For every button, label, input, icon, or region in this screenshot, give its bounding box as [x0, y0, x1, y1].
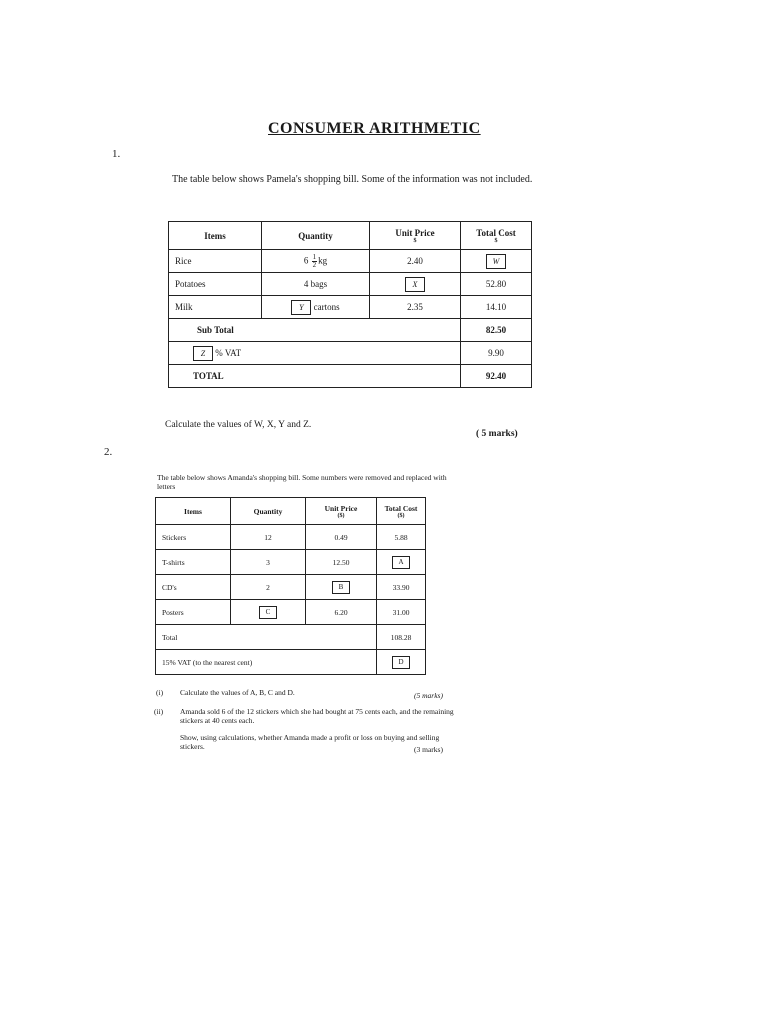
row-total: 52.80 — [461, 273, 532, 296]
pamela-bill-table — [168, 221, 532, 388]
question-1-marks: ( 5 marks) — [476, 429, 518, 439]
row-quantity: 6 $\frac{1}{2}$ kg — [262, 250, 370, 273]
vat-label: 15% VAT (to the nearest cent) — [156, 650, 377, 675]
table-row — [156, 525, 426, 550]
row-item: Potatoes — [169, 273, 262, 296]
row-unit-price: 12.50 — [306, 550, 377, 575]
answer-box-d: D — [392, 656, 410, 669]
row-total: 33.90 — [377, 575, 426, 600]
subtotal-row — [169, 319, 532, 342]
question-2-number: 2. — [104, 446, 113, 458]
table-header-row — [156, 498, 426, 525]
row-quantity: 3 — [231, 550, 306, 575]
answer-box-a: A — [392, 556, 410, 569]
total-value: 92.40 — [461, 365, 532, 388]
row-item: Milk — [169, 296, 262, 319]
row-item: Stickers — [156, 525, 231, 550]
row-item: CD's — [156, 575, 231, 600]
question-1-intro: The table below shows Pamela's shopping bill. Some of the information was not included. — [172, 174, 533, 185]
vat-value: 9.90 — [461, 342, 532, 365]
part-i-marks: (5 marks) — [414, 691, 443, 700]
page-title: CONSUMER ARITHMETIC — [268, 120, 481, 137]
subtotal-value: 82.50 — [461, 319, 532, 342]
part-ii-text: Amanda sold 6 of the 12 stickers which she had bought at 75 cents each, and the remaining stickers at 40 cents each. — [180, 707, 454, 725]
total-label: TOTAL — [169, 365, 461, 388]
row-quantity: Y cartons — [262, 296, 370, 319]
vat-value — [377, 650, 426, 675]
header-items: Items — [169, 222, 262, 250]
row-total: 5.88 — [377, 525, 426, 550]
subtotal-label: Sub Total — [169, 319, 461, 342]
row-item: T-shirts — [156, 550, 231, 575]
answer-box-y: Y — [291, 300, 311, 315]
header-unit-price: Unit Price ($) — [306, 498, 377, 525]
table-row — [156, 575, 426, 600]
table-row — [169, 296, 532, 319]
total-row — [169, 365, 532, 388]
table-header-row — [169, 222, 532, 250]
total-value: 108.28 — [377, 625, 426, 650]
vat-row — [156, 650, 426, 675]
row-unit-price — [370, 273, 461, 296]
table-row — [156, 600, 426, 625]
table-row — [156, 550, 426, 575]
header-quantity: Quantity — [231, 498, 306, 525]
row-total: 31.00 — [377, 600, 426, 625]
header-unit-price: Unit Price $ — [370, 222, 461, 250]
part-ii-label: (ii) — [154, 707, 164, 716]
total-label: Total — [156, 625, 377, 650]
row-unit-price: 2.40 — [370, 250, 461, 273]
part-i-label: (i) — [156, 688, 164, 697]
header-items: Items — [156, 498, 231, 525]
vat-row — [169, 342, 532, 365]
header-total-cost: Total Cost $ — [461, 222, 532, 250]
row-unit-price: 2.35 — [370, 296, 461, 319]
answer-box-w: W — [486, 254, 506, 269]
question-2-intro: The table below shows Amanda's shopping bill. Some numbers were removed and replaced with letters — [157, 473, 447, 491]
answer-box-x: X — [405, 277, 425, 292]
question-1-prompt: Calculate the values of W, X, Y and Z. — [165, 420, 312, 430]
answer-box-z: Z — [193, 346, 213, 361]
row-quantity — [231, 600, 306, 625]
answer-box-b: B — [332, 581, 350, 594]
answer-box-c: C — [259, 606, 277, 619]
row-quantity: 4 bags — [262, 273, 370, 296]
row-item: Rice — [169, 250, 262, 273]
header-total-cost: Total Cost ($) — [377, 498, 426, 525]
row-unit-price: 6.20 — [306, 600, 377, 625]
question-1-number: 1. — [112, 148, 121, 160]
row-quantity: 2 — [231, 575, 306, 600]
part-i-text: Calculate the values of A, B, C and D. — [180, 688, 295, 697]
amanda-bill-table — [155, 497, 426, 675]
part-ii-marks: (3 marks) — [414, 745, 443, 754]
row-unit-price: 0.49 — [306, 525, 377, 550]
vat-label: Z % VAT — [169, 342, 461, 365]
total-row — [156, 625, 426, 650]
part-ii-instructions: Show, using calculations, whether Amanda made a profit or loss on buying and selling stickers. — [180, 733, 440, 751]
fraction: $\frac{1}{2}$ — [312, 252, 317, 269]
table-row — [169, 273, 532, 296]
table-row — [169, 250, 532, 273]
row-unit-price — [306, 575, 377, 600]
row-item: Posters — [156, 600, 231, 625]
row-total: 14.10 — [461, 296, 532, 319]
row-total — [461, 250, 532, 273]
row-quantity: 12 — [231, 525, 306, 550]
row-total — [377, 550, 426, 575]
header-quantity: Quantity — [262, 222, 370, 250]
